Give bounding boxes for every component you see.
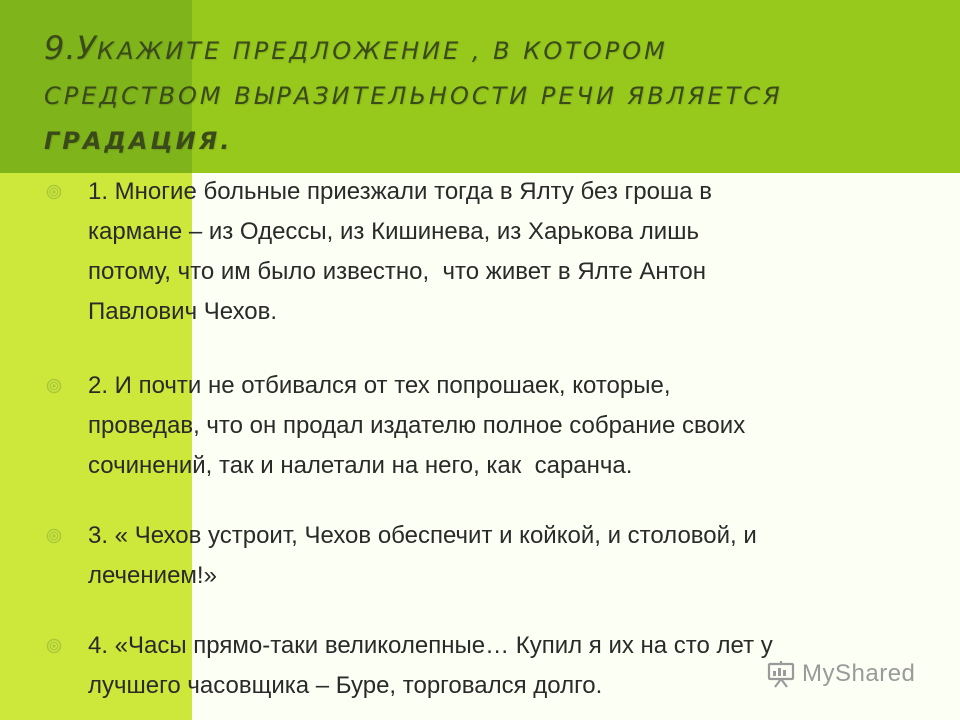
answer-list <box>46 172 906 706</box>
list-item <box>46 366 906 486</box>
presentation-board-icon <box>766 659 796 689</box>
list-item <box>46 516 906 596</box>
watermark-text: MyShared <box>802 660 916 687</box>
list-item-text: 2. И почти не отбивался от тех попрошаек, которые, проведав, что он продал издателю полное собрание своих сочинений, так и налетали на него, как саранча. <box>88 372 746 479</box>
title-line-rest: СРЕДСТВОМ ВЫРАЗИТЕЛЬНОСТИ РЕЧИ ЯВЛЯЕТСЯ <box>44 82 783 110</box>
title-line-rest: ГРАДАЦИЯ. <box>44 127 233 155</box>
list-item <box>46 172 906 332</box>
title-line <box>44 74 924 119</box>
target-bullet-icon <box>46 528 62 544</box>
title-line-first: 9.У <box>44 29 98 67</box>
target-bullet-icon <box>46 184 62 200</box>
list-item-text: 1. Многие больные приезжали тогда в Ялту без гроша в кармане – из Одессы, из Кишинева, из Харькова лишь потому, что им было известно, что живет в Ялте Антон Павлович Чехов. <box>88 178 712 325</box>
target-bullet-icon <box>46 378 62 394</box>
title-line <box>44 26 924 74</box>
title-line <box>44 119 924 164</box>
target-bullet-icon <box>46 638 62 654</box>
list-item-text: 4. «Часы прямо-таки великолепные… Купил я их на сто лет у лучшего часовщика – Буре, торговался долго. <box>88 632 773 699</box>
title-line-rest: КАЖИТЕ ПРЕДЛОЖЕНИЕ , В КОТОРОМ <box>97 37 668 65</box>
watermark <box>766 656 915 692</box>
slide-title <box>44 26 924 164</box>
list-item-text: 3. « Чехов устроит, Чехов обеспечит и койкой, и столовой, и лечением!» <box>88 522 757 589</box>
